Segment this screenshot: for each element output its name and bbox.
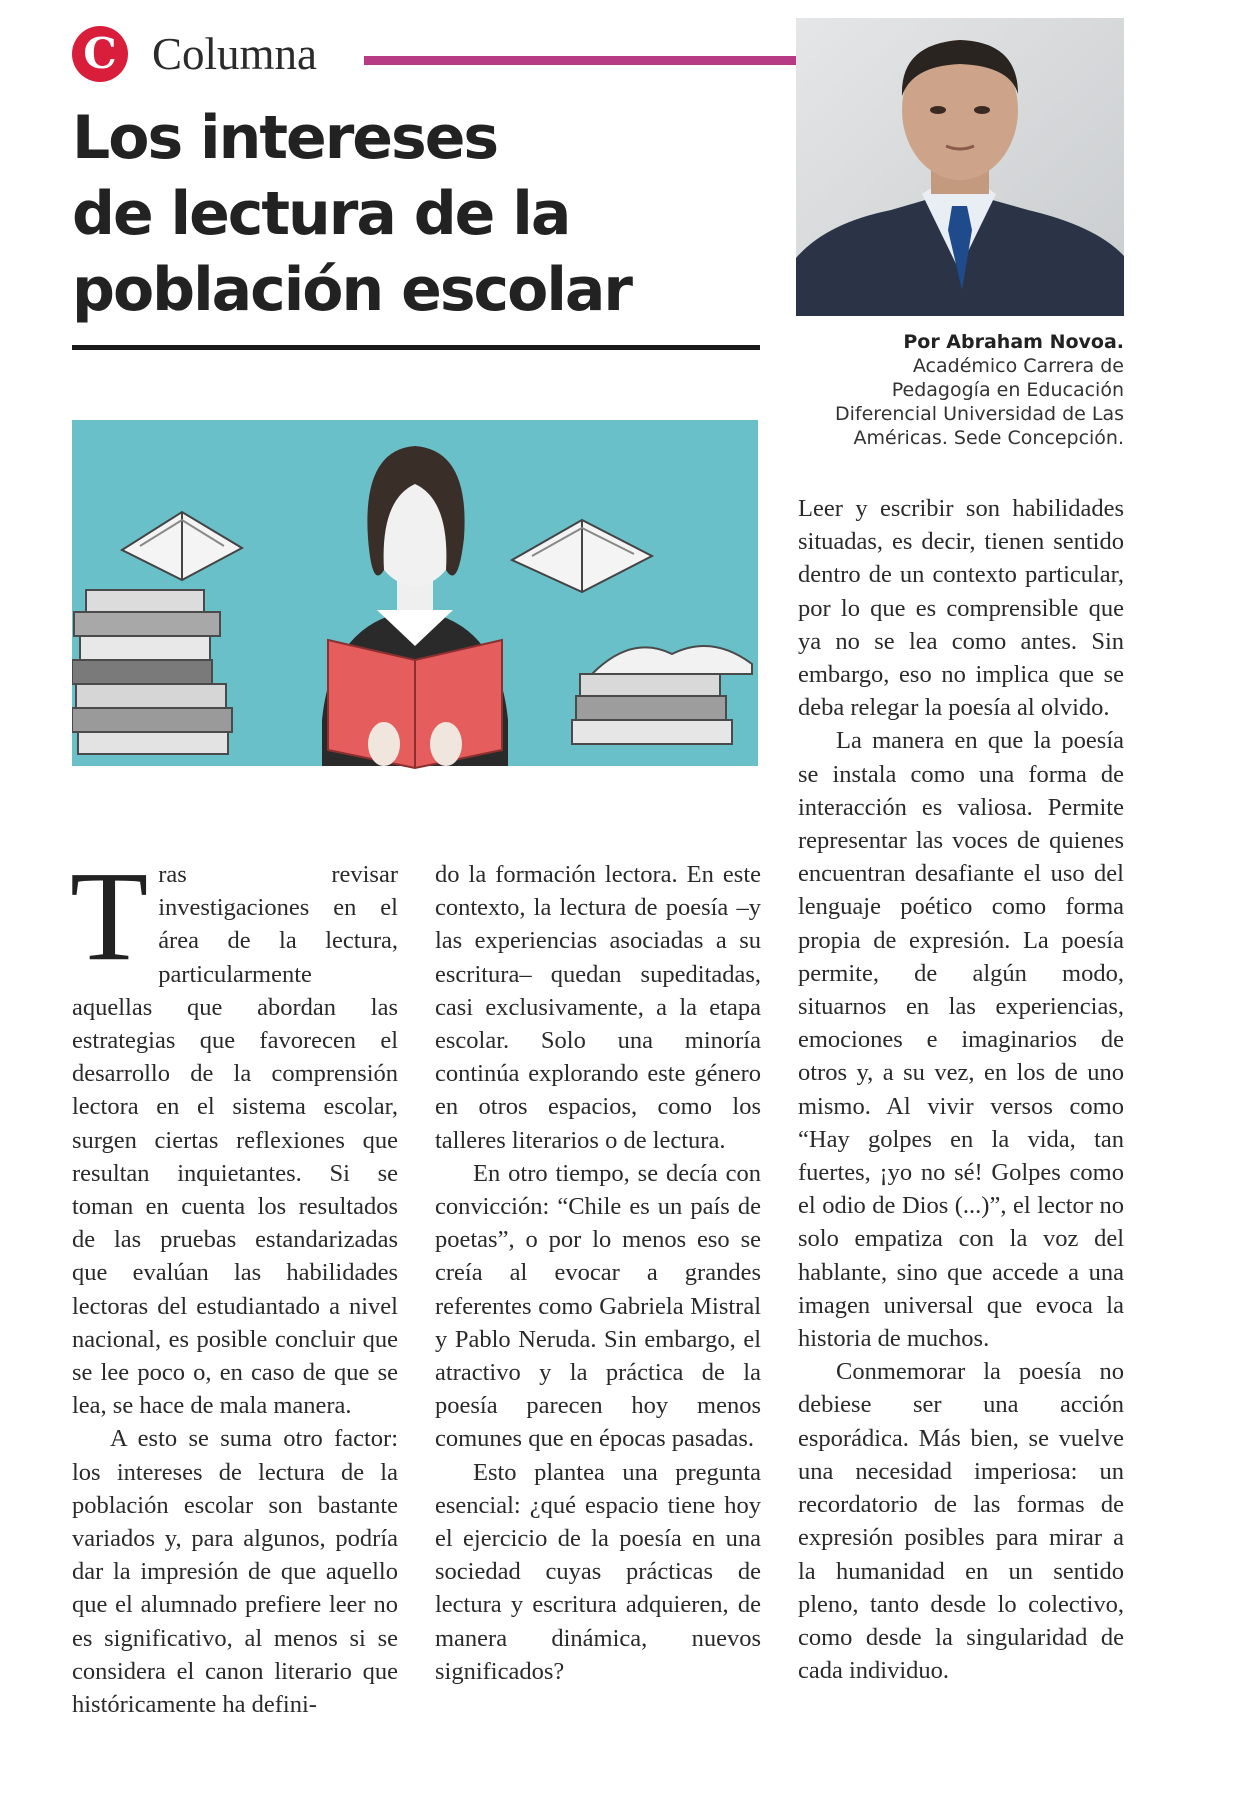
section-badge: C (72, 26, 128, 82)
paragraph-5: Esto plantea una pregunta esencial: ¿qué espacio tiene hoy el ejercicio de la poesía en una sociedad cuyas prácticas de lectura y escritura adquieren, de manera dinámica, nuevos significados? (435, 1458, 761, 1685)
headline-line-1: Los intereses (72, 103, 498, 173)
headline-rule (72, 345, 760, 350)
paragraph-7: La manera en que la poesía se instala como una forma de interacción es valiosa. Permite representar las voces de quienes encuentran desafiante el uso del lenguaje poético como forma propia de expresión. La poesía permite, de algún modo, situarnos en las experiencias, emociones e imaginarios de otros y, a su vez, en los de uno mismo. Al vivir versos como “Hay golpes en la vida, tan fuertes, ¡yo no sé! Golpes como el odio de Dios (...)”, el lector no solo empatiza con la voz del hablante, sino que accede a una imagen universal que evoca la historia de muchos. (798, 727, 1124, 1353)
section-label: Columna (152, 29, 317, 79)
drop-cap: T (70, 845, 149, 987)
article-column-2 (435, 858, 761, 1688)
paragraph-3: do la formación lectora. En este contexto, la lectura de poesía –y las experiencias asociadas a su escritura– quedan supeditadas, casi exclusivamente, a la etapa escolar. Solo una minoría continúa explorando este género en otros espacios, como los talleres literarios o de lectura. (435, 861, 761, 1154)
article-column-3 (798, 492, 1124, 1687)
author-bio-line-4: Américas. Sede Concepción. (853, 427, 1124, 449)
author-bio-line-3: Diferencial Universidad de Las (835, 403, 1124, 425)
paragraph-1-text: ras revisar investigaciones en el área de la lectura, particularmente aquellas que abordan las estrategias que favorecen el desarrollo de la comprensión lectora en el sistema escolar, surgen ciertas reflexiones que resultan inquietantes. Si se toman en cuenta los resultados de las pruebas estandarizadas que evalúan las habilidades lectoras del estudiantado a nivel nacional, es posible concluir que se lee poco o, en caso de que se lea, se hace de mala manera. (72, 861, 398, 1420)
paragraph-1 (70, 845, 398, 1422)
author-bio-line-2: Pedagogía en Educación (891, 379, 1124, 401)
author-bio-line-1: Académico Carrera de (912, 355, 1124, 377)
paragraph-2: A esto se suma otro factor: los intereses de lectura de la población escolar son bastante variados y, para algunos, podría dar la impresión de que aquello que el alumnado prefiere leer no es significativo, al menos si se considera el canon literario que históricamente ha defini- (72, 1425, 398, 1719)
paragraph-6: Leer y escribir son habilidades situadas, es decir, tienen sentido dentro de un contexto particular, por lo que es comprensible que ya no se lea como antes. Sin embargo, eso no implica que se deba relegar la poesía al olvido. (798, 495, 1124, 722)
author-photo-image (796, 18, 1124, 316)
section-header (72, 22, 802, 84)
author-name: Por Abraham Novoa. (903, 331, 1124, 353)
article-column-1 (70, 845, 398, 1721)
illustration-image (72, 420, 758, 816)
headline (72, 100, 772, 328)
reading-illustration (72, 420, 758, 816)
book-stack-left (72, 590, 232, 754)
author-byline (764, 330, 1124, 450)
section-rule (364, 56, 802, 65)
headline-line-3: población escolar (72, 255, 631, 325)
paragraph-8: Conmemorar la poesía no debiese ser una acción esporádica. Más bien, se vuelve una necesidad imperiosa: un recordatorio de las formas de expresión posibles para mirar a la humanidad en un sentido pleno, tanto desde lo colectivo, como desde la singularidad de cada individuo. (798, 1358, 1124, 1685)
headline-line-2: de lectura de la (72, 179, 570, 249)
paragraph-4: En otro tiempo, se decía con convicción: “Chile es un país de poetas”, o por lo menos eso se creía al evocar a grandes referentes como Gabriela Mistral y Pablo Neruda. Sin embargo, el atractivo y la práctica de la poesía parecen hoy menos comunes que en épocas pasadas. (435, 1159, 761, 1453)
author-photo (796, 18, 1124, 316)
